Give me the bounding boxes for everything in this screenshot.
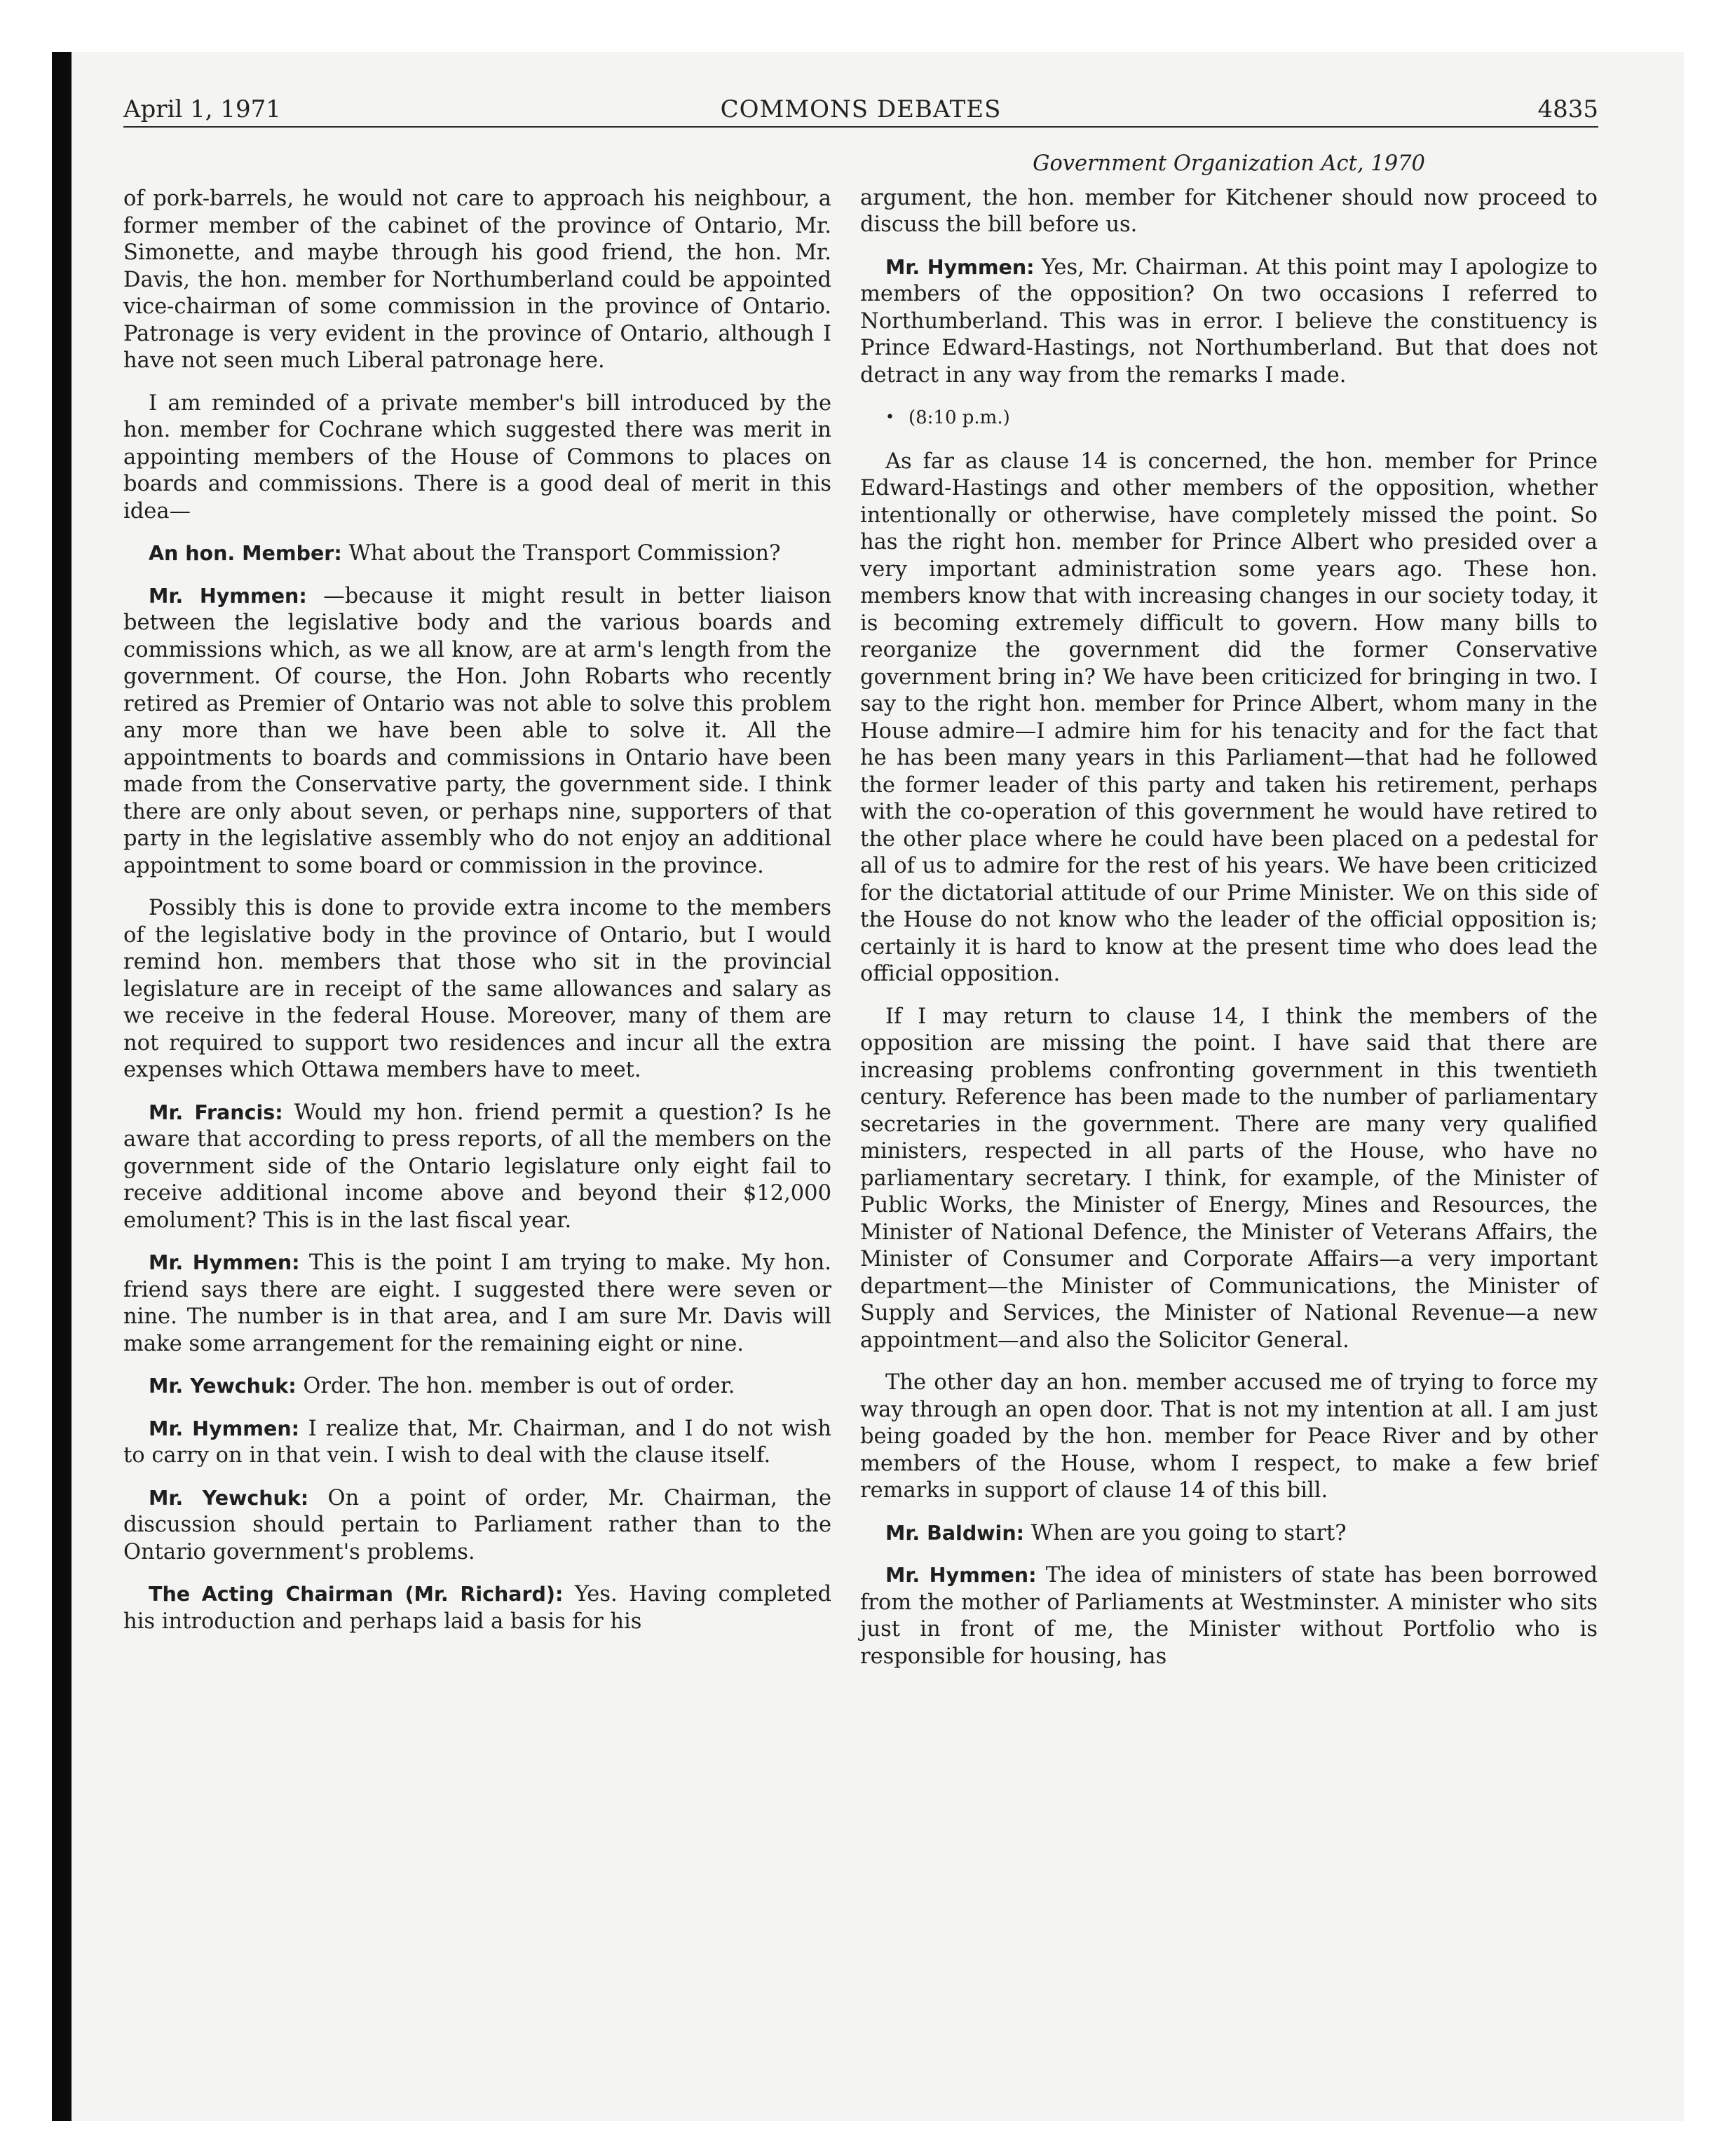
speech bbox=[123, 1581, 831, 1635]
speech-text: When are you going to start? bbox=[1030, 1520, 1347, 1546]
speech-text: Yes, Mr. Chairman. At this point may I apologize to members of the opposition? On two occasions I referred to Northumberland. This was in error. I believe the constituency is Prince Edward-Hastings, not Northumberland. But that does not detract in any way from the remarks I made. bbox=[860, 254, 1598, 388]
time-stamp bbox=[860, 404, 1598, 433]
binding-edge bbox=[52, 52, 72, 2121]
speech bbox=[860, 1562, 1598, 1670]
paragraph: argument, the hon. member for Kitchener should now proceed to discuss the bill before us. bbox=[860, 185, 1598, 237]
speech-text: Order. The hon. member is out of order. bbox=[303, 1374, 735, 1398]
time-text: (8:10 p.m.) bbox=[908, 407, 1010, 428]
speaker-name: Mr. Yewchuk: bbox=[149, 1374, 297, 1398]
speech bbox=[123, 1100, 831, 1235]
running-head: Government Organization Act, 1970 bbox=[1033, 151, 1425, 176]
speech-text: Yes. Having completed his introduction and perhaps laid a basis for his bbox=[123, 1582, 831, 1634]
paragraph: If I may return to clause 14, I think the members of the opposition are missing the point. I have said that there are increasing problems confronting government in this twentieth century. Reference has been made to the number of parliamentary secretaries in the government. There are many very qualified ministers, respected in all parts of the House, who have no parliamentary secretary. I think, for example, of the Minister of Public Works, the Minister of Energy, Mines and Resources, the Minister of National Defence, the Minister of Veterans Affairs, the Minister of Consumer and Corporate Affairs—a very important department—the Minister of Communications, the Minister of Supply and Services, the Minister of National Revenue—a new appointment—and also the Solicitor General. bbox=[860, 1004, 1598, 1353]
speech-text: On a point of order, Mr. Chairman, the discussion should pertain to Parliament rather than to the Ontario government's problems. bbox=[123, 1485, 831, 1564]
bullet-icon: • bbox=[885, 409, 894, 426]
speaker-name: Mr. Francis: bbox=[149, 1100, 283, 1124]
speaker-name: Mr. Hymmen: bbox=[149, 1251, 300, 1274]
speaker-name: Mr. Hymmen: bbox=[885, 255, 1035, 279]
speech-text: —because it might result in better liaison between the legislative body and the various boards and commissions which, as we all know, are at arm's length from the government. Of course, the Hon. John Robarts who recently retired as Premier of Ontario was not able to solve this problem any more than we have been able to solve it. All the appointments to boards and commissions in Ontario have been made from the Conservative party, the government side. I think there are only about seven, or perhaps nine, supporters of that party in the legislative assembly who do not enjoy an additional appointment to some board or commission in the province. bbox=[123, 583, 831, 878]
speech-text: Would my hon. friend permit a question? Is he aware that according to press reports, of all the members on the government side of the Ontario legislature only eight fail to receive additional income above and beyond their $12,000 emolument? This is in the last fiscal year. bbox=[123, 1100, 831, 1233]
speaker-name: Mr. Hymmen: bbox=[149, 584, 307, 608]
speech-text: What about the Transport Commission? bbox=[348, 541, 781, 566]
page-number: 4835 bbox=[1537, 95, 1598, 123]
speech bbox=[123, 540, 831, 568]
paragraph: As far as clause 14 is concerned, the hon. member for Prince Edward-Hastings and other members of the opposition, whether intentionally or otherwise, have completely missed the point. So has the right hon. member for Prince Albert who presided over a very important administration some years ago. These hon. members know that with increasing changes in our society today, it is becoming extremely difficult to govern. How many bills to reorganize the government did the former Conservative government bring in? We have been criticized for bringing in two. I say to the right hon. member for Prince Albert, whom many in the House admire—I admire him for his tenacity and for the fact that he has been many years in this Parliament—that had he followed the former leader of this party and taken his retirement, perhaps with the co-operation of this government he would have retired to the other place where he could have been placed on a pedestal for all of us to admire for the rest of his years. We have been criticized for the dictatorial attitude of our Prime Minister. We on this side of the House do not know who the leader of the official opposition is; certainly it is hard to know at the present time who does lead the official opposition. bbox=[860, 449, 1598, 986]
speaker-name: The Acting Chairman (Mr. Richard): bbox=[149, 1583, 564, 1606]
speech bbox=[123, 583, 831, 880]
speech-text: This is the point I am trying to make. My hon. friend says there are eight. I suggested there were seven or nine. The number is in that area, and I am sure Mr. Davis will make some arrangement for the remaining eight or nine. bbox=[123, 1250, 831, 1356]
page-header bbox=[123, 88, 1598, 128]
speech bbox=[860, 1520, 1598, 1548]
paragraph: I am reminded of a private member's bill introduced by the hon. member for Cochrane which suggested there was merit in appointing members of the House of Commons to places on boards and commissions. There is a good deal of merit in this idea— bbox=[123, 390, 831, 524]
speaker-name: An hon. Member: bbox=[149, 542, 342, 565]
paragraph: Possibly this is done to provide extra income to the members of the legislative body in the province of Ontario, but I would remind hon. members that those who sit in the provincial legislature are in receipt of the same allowances and salary as we receive in the federal House. Moreover, many of them are not required to support two residences and incur all the extra expenses which Ottawa members have to meet. bbox=[123, 896, 831, 1082]
speaker-name: Mr. Baldwin: bbox=[885, 1521, 1025, 1545]
left-column bbox=[123, 186, 831, 1651]
speaker-name: Mr. Hymmen: bbox=[149, 1417, 300, 1440]
speech-text: The idea of ministers of state has been borrowed from the mother of Parliaments at Westminster. A minister who sits just in front of me, the Minister without Portfolio who is responsible for housing, has bbox=[860, 1563, 1598, 1669]
speech bbox=[860, 254, 1598, 390]
speech-text: I realize that, Mr. Chairman, and I do not wish to carry on in that vein. I wish to deal with the clause itself. bbox=[123, 1416, 831, 1468]
speaker-name: Mr. Hymmen: bbox=[885, 1564, 1037, 1587]
speech bbox=[123, 1416, 831, 1470]
header-date: April 1, 1971 bbox=[123, 95, 281, 123]
speech bbox=[123, 1373, 831, 1400]
header-title: COMMONS DEBATES bbox=[720, 95, 1002, 123]
paragraph: The other day an hon. member accused me of trying to force my way through an open door. That is not my intention at all. I am just being goaded by the hon. member for Peace River and by other members of the House, whom I respect, to make a few brief remarks in support of clause 14 of this bill. bbox=[860, 1370, 1598, 1503]
paragraph: of pork-barrels, he would not care to approach his neighbour, a former member of the cabinet of the province of Ontario, Mr. Simonette, and maybe through his good friend, the hon. Mr. Davis, the hon. member for Northumberland could be appointed vice-chairman of some commission in the province of Ontario. Patronage is very evident in the province of Ontario, although I have not seen much Liberal patronage here. bbox=[123, 186, 831, 373]
right-column bbox=[860, 151, 1598, 1686]
speaker-name: Mr. Yewchuk: bbox=[149, 1486, 309, 1510]
speech bbox=[123, 1485, 831, 1567]
speech bbox=[123, 1250, 831, 1358]
